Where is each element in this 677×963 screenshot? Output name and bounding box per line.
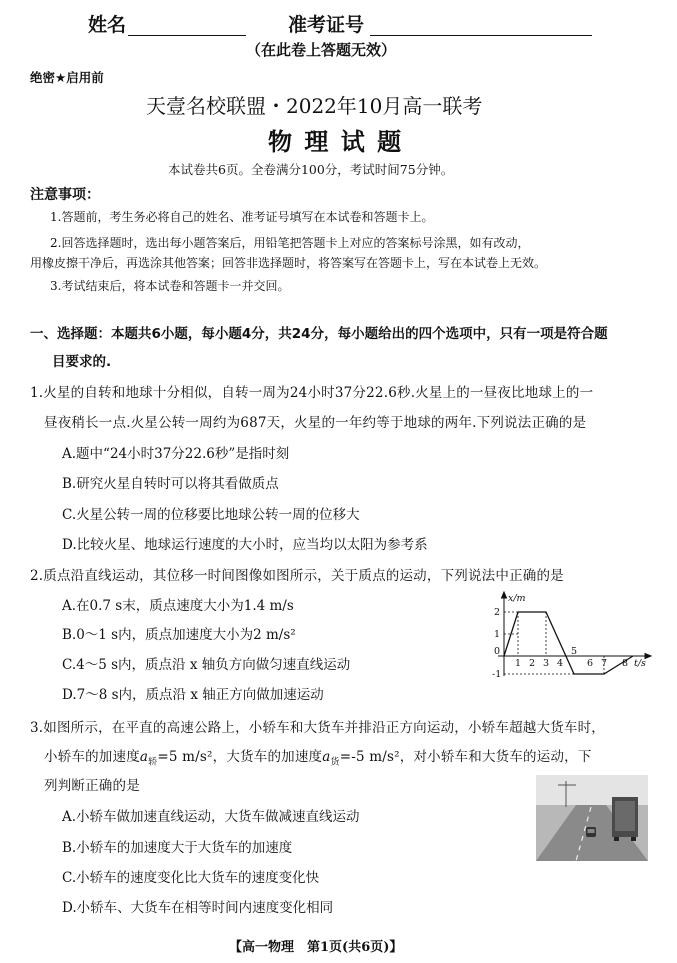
question-3-option-a[interactable]: A.小轿车做加速直线运动，大货车做减速直线运动 bbox=[62, 809, 360, 825]
exam-no-label: 准考证号 bbox=[288, 14, 365, 36]
x-tick-label: 8 bbox=[622, 658, 629, 669]
graph-y-label: x/m bbox=[508, 593, 526, 604]
q3-text-post: =-5 m/s²，对小轿车和大货车的运动，下 bbox=[339, 749, 592, 765]
question-3-stem-cont: 列判断正确的是 bbox=[44, 778, 140, 794]
name-label: 姓名 bbox=[88, 14, 127, 36]
xt-curve bbox=[504, 612, 633, 674]
notice-item: 1.答题前，考生务必将自己的姓名、准考证号填写在本试卷和答题卡上。 bbox=[50, 210, 434, 224]
question-1-stem: 1.火星的自转和地球十分相似，自转一周为24小时37分22.6秒.火星上的一昼夜比地球上的一 bbox=[30, 385, 594, 401]
question-2-option-c[interactable]: C.4～5 s内，质点沿 x 轴负方向做匀速直线运动 bbox=[62, 657, 351, 673]
y-tick-label: 2 bbox=[494, 607, 501, 618]
question-1-stem-cont: 昼夜稍长一点.火星公转一周约为687天，火星的一年约等于地球的两年.下列说法正确的是 bbox=[44, 415, 587, 431]
position-time-graph bbox=[484, 588, 654, 684]
page-footer: 【高一物理 第1页(共6页)】 bbox=[229, 940, 403, 955]
y-tick-label: -1 bbox=[492, 669, 502, 680]
question-2-stem: 2.质点沿直线运动，其位移一时间图像如图所示，关于质点的运动，下列说法中正确的是 bbox=[30, 568, 564, 584]
car-subscript: 轿 bbox=[148, 757, 158, 768]
question-3-option-d[interactable]: D.小轿车、大货车在相等时间内速度变化相同 bbox=[62, 900, 334, 916]
x-tick-label: 2 bbox=[529, 658, 536, 669]
x-tick-label: 7 bbox=[601, 658, 608, 669]
x-tick-label: 4 bbox=[557, 658, 564, 669]
x-tick-label: 6 bbox=[587, 658, 594, 669]
y-tick-label: 1 bbox=[494, 629, 501, 640]
section-heading-cont: 目要求的. bbox=[52, 354, 112, 370]
notice-item: 2.回答选择题时，选出每小题答案后，用铅笔把答题卡上对应的答案标号涂黑，如有改动， bbox=[50, 236, 530, 250]
notice-title: 注意事项： bbox=[30, 187, 100, 203]
question-1-option-d[interactable]: D.比较火星、地球运行速度的大小时，应当均以太阳为参考系 bbox=[62, 537, 428, 553]
exam-title: 天壹名校联盟・2022年10月高一联考 bbox=[146, 94, 483, 118]
notice-item: 3.考试结束后，将本试卷和答题卡一并交回。 bbox=[50, 279, 290, 293]
q3-text-mid: =5 m/s²，大货车的加速度 bbox=[157, 749, 323, 765]
exam-no-underline[interactable] bbox=[370, 35, 592, 36]
question-1-option-a[interactable]: A.题中“24小时37分22.6秒”是指时刻 bbox=[62, 446, 290, 462]
accel-var: a bbox=[322, 749, 331, 765]
secret-label: 绝密★启用前 bbox=[30, 70, 104, 85]
x-tick-label: 3 bbox=[543, 658, 550, 669]
question-3-option-b[interactable]: B.小轿车的加速度大于大货车的加速度 bbox=[62, 840, 293, 856]
question-3-stem: 3.如图所示，在平直的高速公路上，小轿车和大货车并排沿正方向运动，小轿车超越大货车时， bbox=[30, 720, 605, 736]
y-axis-arrow bbox=[502, 592, 507, 598]
q3-text-pre: 小轿车的加速度 bbox=[44, 749, 140, 765]
question-1-option-c[interactable]: C.火星公转一周的位移要比地球公转一周的位移大 bbox=[62, 507, 360, 523]
highway-photo bbox=[536, 775, 648, 861]
y-tick-label: 0 bbox=[494, 646, 501, 657]
x-tick-label: 5 bbox=[571, 646, 578, 657]
notice-item: 用橡皮擦干净后，再选涂其他答案；回答非选择题时，将答案写在答题卡上，写在本试卷上无效。 bbox=[30, 256, 547, 270]
name-underline[interactable] bbox=[128, 35, 246, 36]
truck-subscript: 货 bbox=[330, 757, 340, 768]
question-2-option-a[interactable]: A.在0.7 s末，质点速度大小为1.4 m/s bbox=[62, 598, 294, 614]
answer-warning: （在此卷上答题无效） bbox=[246, 41, 397, 59]
section-heading: 一、选择题：本题共6小题，每小题4分，共24分，每小题给出的四个选项中，只有一项是符合题 bbox=[30, 326, 608, 342]
question-3-stem-cont bbox=[44, 745, 592, 768]
accel-var: a bbox=[139, 749, 149, 765]
question-1-option-b[interactable]: B.研究火星自转时可以将其看做质点 bbox=[62, 476, 279, 492]
subject-title: 物 理 试 题 bbox=[268, 127, 404, 156]
question-2-option-d[interactable]: D.7～8 s内，质点沿 x 轴正方向做加速运动 bbox=[62, 687, 324, 703]
question-3-option-c[interactable]: C.小轿车的速度变化比大货车的速度变化快 bbox=[62, 870, 320, 886]
graph-x-label: t/s bbox=[634, 658, 646, 669]
x-tick-label: 1 bbox=[515, 658, 522, 669]
question-2-option-b[interactable]: B.0～1 s内，质点加速度大小为2 m/s² bbox=[62, 627, 296, 643]
exam-info: 本试卷共6页。全卷满分100分，考试时间75分钟。 bbox=[168, 162, 454, 177]
